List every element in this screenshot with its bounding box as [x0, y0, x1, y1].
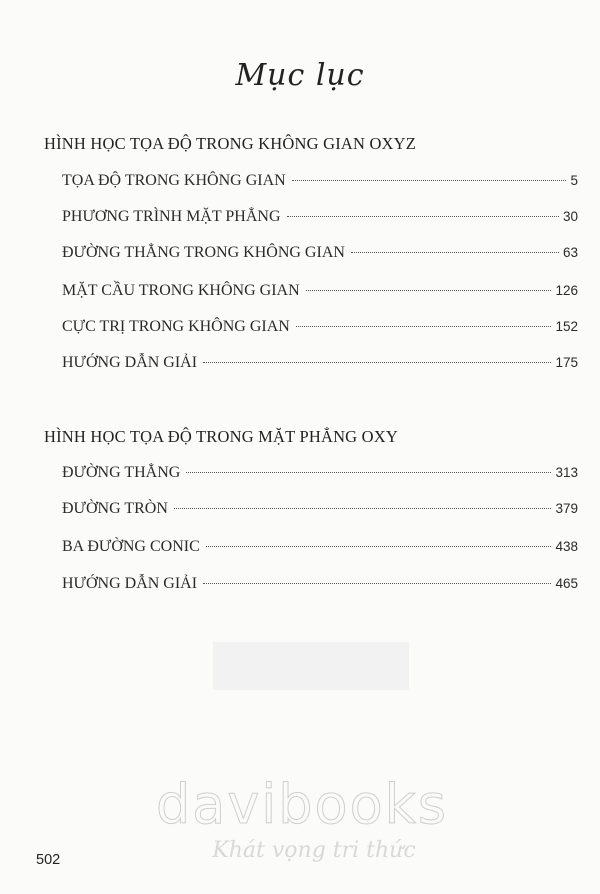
- toc-entry[interactable]: [62, 464, 578, 482]
- dot-leader: [351, 252, 559, 253]
- dot-leader: [203, 362, 551, 363]
- toc-entry-page: 465: [555, 576, 578, 591]
- section-heading-oxyz: HÌNH HỌC TỌA ĐỘ TRONG KHÔNG GIAN OXYZ: [44, 134, 417, 153]
- toc-entry-label: MẶT CẦU TRONG KHÔNG GIAN: [62, 282, 300, 299]
- toc-entry-page: 379: [555, 501, 578, 516]
- dot-leader: [174, 508, 552, 509]
- toc-entry[interactable]: [62, 538, 578, 556]
- toc-entry[interactable]: [62, 354, 578, 372]
- toc-entry-page: 175: [555, 355, 578, 370]
- toc-entry-page: 313: [555, 465, 578, 480]
- toc-entry-label: HƯỚNG DẪN GIẢI: [62, 354, 198, 371]
- toc-entry[interactable]: [62, 244, 578, 262]
- toc-entry-label: BA ĐƯỜNG CONIC: [62, 538, 200, 555]
- toc-entry[interactable]: [62, 172, 578, 190]
- toc-entry[interactable]: [62, 500, 578, 518]
- toc-entry-label: TỌA ĐỘ TRONG KHÔNG GIAN: [62, 172, 286, 189]
- toc-entry-page: 63: [562, 245, 578, 260]
- page-number: 502: [36, 852, 61, 868]
- dot-leader: [206, 546, 552, 547]
- toc-entry[interactable]: [62, 208, 578, 226]
- toc-entry-page: 30: [562, 209, 578, 224]
- toc-entry-label: ĐƯỜNG TRÒN: [62, 500, 168, 517]
- toc-entry[interactable]: [62, 575, 578, 593]
- section-heading-oxy: HÌNH HỌC TỌA ĐỘ TRONG MẶT PHẲNG OXY: [44, 427, 398, 446]
- watermark-brand: davibooks: [155, 773, 449, 836]
- faded-stamp-area: [213, 642, 409, 690]
- toc-entry-label: ĐƯỜNG THẲNG TRONG KHÔNG GIAN: [62, 244, 345, 261]
- toc-entry-label: HƯỚNG DẪN GIẢI: [62, 575, 198, 592]
- dot-leader: [186, 472, 551, 473]
- toc-entry-label: ĐƯỜNG THẲNG: [62, 464, 181, 481]
- toc-entry-page: 438: [555, 539, 578, 554]
- dot-leader: [203, 583, 551, 584]
- toc-entry-label: CỰC TRỊ TRONG KHÔNG GIAN: [62, 318, 290, 335]
- watermark-tagline: Khát vọng tri thức: [212, 838, 416, 863]
- page-title: Mục lục: [235, 58, 365, 93]
- toc-entry-page: 126: [555, 283, 578, 298]
- toc-entry-page: 152: [555, 319, 578, 334]
- dot-leader: [287, 216, 559, 217]
- dot-leader: [306, 290, 552, 291]
- toc-entry[interactable]: [62, 282, 578, 300]
- toc-entry-page: 5: [570, 173, 578, 188]
- toc-entry[interactable]: [62, 318, 578, 336]
- toc-entry-label: PHƯƠNG TRÌNH MẶT PHẲNG: [62, 208, 281, 225]
- dot-leader: [292, 180, 567, 181]
- dot-leader: [296, 326, 552, 327]
